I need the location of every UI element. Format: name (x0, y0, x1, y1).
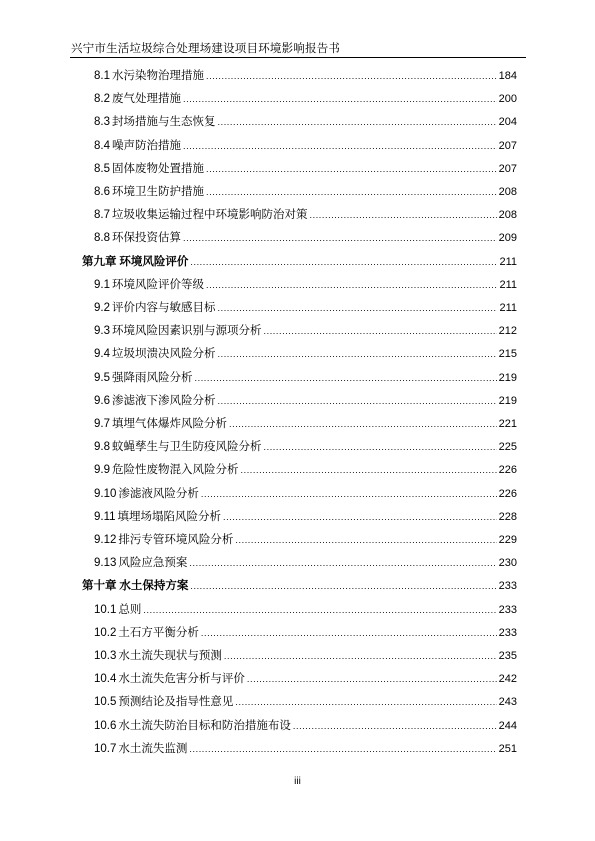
toc-page-number: 243 (498, 696, 517, 709)
toc-entry-label (94, 508, 221, 524)
toc-entry-title: 预测结论及指导性意见 (118, 696, 234, 709)
toc-page-number: 211 (499, 302, 517, 314)
toc-entry-number: 10.4 (94, 673, 117, 686)
toc-section-entry[interactable] (94, 67, 517, 87)
toc-page-number: 215 (498, 348, 517, 361)
dot-leader (235, 535, 496, 545)
toc-entry-title: 水土流失防治目标和防治措施布设 (118, 719, 291, 732)
toc-entry-number: 8.3 (94, 116, 110, 129)
toc-section-entry[interactable] (94, 531, 517, 551)
toc-entry-label (94, 345, 216, 361)
toc-section-entry[interactable] (94, 601, 517, 621)
dot-leader (218, 303, 498, 313)
toc-entry-number: 9.8 (94, 441, 110, 454)
toc-entry-label (94, 601, 141, 617)
toc-entry-number: 9.12 (94, 534, 117, 546)
toc-page-number: 233 (498, 580, 517, 593)
toc-page-number: 233 (498, 603, 517, 616)
toc-entry-title: 评价内容与敏感目标 (112, 302, 216, 314)
toc-entry-label (94, 717, 291, 733)
toc-page-number: 208 (498, 186, 517, 198)
toc-entry-title: 垃圾坝溃决风险分析 (112, 348, 216, 361)
toc-page-number: 200 (498, 93, 517, 106)
toc-entry-title: 垃圾收集运输过程中环境影响防治对策 (112, 209, 308, 222)
toc-entry-number: 8.7 (94, 209, 110, 222)
toc-entry-number: 9.7 (94, 418, 110, 430)
toc-entry-number: 9.1 (94, 278, 110, 291)
dot-leader (183, 94, 497, 104)
toc-page-number: 219 (498, 394, 517, 407)
dot-leader (264, 326, 497, 336)
dot-leader (143, 605, 496, 615)
header-divider (70, 57, 526, 58)
toc-chapter-entry[interactable] (82, 253, 517, 273)
toc-entry-title: 噪声防治措施 (112, 139, 181, 152)
toc-entry-number: 9.13 (94, 557, 117, 570)
dot-leader (183, 233, 497, 243)
toc-section-entry[interactable] (94, 345, 517, 365)
toc-section-entry[interactable] (94, 647, 517, 667)
toc-entry-title: 环境卫生防护措施 (112, 186, 204, 198)
toc-section-entry[interactable] (94, 229, 517, 249)
dot-leader (195, 373, 497, 383)
dot-leader (189, 558, 496, 568)
toc-page-number: 208 (498, 209, 517, 222)
toc-section-entry[interactable] (94, 369, 517, 389)
toc-entry-label (94, 461, 239, 477)
dot-leader (223, 512, 497, 522)
toc-page-number: 221 (498, 418, 517, 430)
toc-entry-label (94, 90, 181, 106)
toc-entry-title: 土石方平衡分析 (118, 626, 199, 639)
toc-section-entry[interactable] (94, 299, 517, 319)
toc-entry-number: 10.5 (94, 696, 117, 709)
toc-section-entry[interactable] (94, 415, 517, 435)
toc-entry-label (94, 183, 204, 199)
dot-leader (224, 651, 497, 661)
toc-page-number: 235 (498, 650, 517, 662)
toc-entry-title: 危险性废物混入风险分析 (112, 464, 239, 477)
toc-entry-label (82, 577, 188, 593)
toc-entry-number: 10.7 (94, 742, 117, 755)
toc-entry-label (94, 740, 187, 756)
toc-section-entry[interactable] (94, 137, 517, 157)
toc-entry-title: 封场措施与生态恢复 (112, 116, 216, 129)
toc-section-entry[interactable] (94, 392, 517, 412)
toc-page-number: 226 (498, 464, 517, 477)
toc-entry-number: 10.6 (94, 719, 117, 732)
dot-leader (183, 141, 497, 151)
toc-page-number: 229 (498, 534, 517, 546)
toc-entry-number: 8.8 (94, 232, 110, 245)
toc-page-number: 219 (498, 371, 517, 384)
toc-section-entry[interactable] (94, 183, 517, 203)
toc-entry-label (94, 485, 199, 501)
toc-entry-title: 水土流失危害分析与评价 (118, 673, 245, 686)
toc-page-number: 204 (498, 116, 517, 129)
toc-entry-title: 环境风险评价等级 (112, 278, 204, 291)
dot-leader (247, 674, 497, 684)
toc-section-entry[interactable] (94, 740, 517, 760)
toc-entry-number: 8.1 (94, 70, 110, 82)
toc-page-number: 244 (498, 719, 517, 732)
toc-page-number: 251 (498, 742, 517, 755)
dot-leader (241, 465, 497, 475)
toc-entry-label (94, 392, 216, 408)
toc-entry-label (82, 253, 188, 269)
toc-entry-number: 10.1 (94, 603, 117, 616)
dot-leader (310, 210, 497, 220)
toc-entry-label (94, 299, 216, 315)
toc-entry-title: 填埋气体爆炸风险分析 (112, 418, 227, 430)
toc-section-entry[interactable] (94, 90, 517, 110)
toc-section-entry[interactable] (94, 485, 517, 505)
toc-entry-title: 废气处理措施 (112, 93, 181, 106)
toc-entry-title: 总则 (118, 603, 142, 616)
toc-chapter-entry[interactable] (82, 577, 517, 597)
toc-page-number: 207 (498, 139, 517, 152)
dot-leader (206, 280, 497, 290)
dot-leader (218, 349, 497, 359)
toc-entry-title: 渗滤液风险分析 (118, 487, 199, 500)
dot-leader (206, 71, 497, 81)
toc-entry-label (94, 67, 204, 83)
toc-section-entry[interactable] (94, 322, 517, 342)
dot-leader (206, 187, 497, 197)
toc-entry-label (94, 229, 181, 245)
toc-entry-number: 10.2 (94, 626, 117, 639)
toc-entry-title: 风险应急预案 (118, 557, 188, 570)
toc-page-number: 209 (498, 232, 517, 245)
dot-leader (189, 744, 496, 754)
toc-section-entry[interactable] (94, 670, 517, 690)
toc-entry-label (94, 415, 227, 431)
toc-section-entry[interactable] (94, 461, 517, 481)
toc-entry-label (94, 531, 233, 547)
toc-entry-number: 8.6 (94, 186, 110, 198)
page-number: iii (294, 776, 301, 787)
toc-page-number: 228 (498, 510, 517, 523)
toc-entry-label (94, 137, 181, 153)
toc-entry-title: 填埋场塌陷风险分析 (117, 510, 222, 523)
toc-entry-label (94, 206, 308, 222)
toc-entry-title: 固体废物处置措施 (112, 162, 204, 175)
toc-section-entry[interactable] (94, 160, 517, 180)
toc-page-number: 233 (498, 626, 517, 639)
toc-page-number: 211 (499, 255, 517, 268)
toc-entry-number: 9.11 (94, 510, 116, 523)
toc-page-number: 184 (498, 70, 517, 82)
toc-section-entry[interactable] (94, 113, 517, 133)
dot-leader (293, 721, 497, 731)
toc-entry-label (94, 438, 262, 454)
toc-entry-title: 排污专管环境风险分析 (118, 534, 234, 546)
dot-leader (264, 442, 497, 452)
header-title: 兴宁市生活垃圾综合处理场建设项目环境影响报告书 (71, 43, 341, 55)
toc-entry-title: 第九章 环境风险评价 (82, 255, 189, 268)
toc-page-number: 242 (498, 673, 517, 686)
toc-section-entry[interactable] (94, 717, 517, 737)
toc-entry-title: 环保投资估算 (112, 232, 181, 245)
toc-page-number: 211 (499, 278, 517, 291)
toc-entry-label (94, 693, 233, 709)
toc-entry-number: 8.5 (94, 162, 110, 175)
toc-entry-label (94, 160, 204, 176)
toc-section-entry[interactable] (94, 693, 517, 713)
toc-entry-label (94, 554, 187, 570)
toc-page-number: 207 (498, 162, 517, 175)
toc-entry-number: 9.4 (94, 348, 110, 361)
toc-entry-title: 渗滤液下渗风险分析 (112, 394, 216, 407)
toc-entry-number: 9.9 (94, 464, 110, 477)
toc-section-entry[interactable] (94, 554, 517, 574)
dot-leader (190, 581, 496, 591)
toc-entry-title: 第十章 水土保持方案 (82, 580, 189, 593)
toc-entry-label (94, 113, 216, 129)
toc-page-number: 226 (498, 487, 517, 500)
toc-entry-number: 9.2 (94, 302, 110, 314)
toc-entry-number: 8.2 (94, 93, 110, 106)
toc-entry-label (94, 369, 193, 385)
dot-leader (229, 419, 497, 429)
toc-page-number: 212 (498, 325, 517, 338)
toc-entry-title: 水土流失现状与预测 (118, 650, 222, 662)
toc-entry-title: 水污染物治理措施 (112, 70, 204, 82)
toc-section-entry[interactable] (94, 438, 517, 458)
toc-entry-number: 8.4 (94, 139, 110, 152)
toc-entry-label (94, 670, 245, 686)
toc-entry-title: 环境风险因素识别与源项分析 (112, 325, 262, 338)
toc-entry-title: 强降雨风险分析 (112, 371, 193, 384)
dot-leader (201, 489, 497, 499)
toc-page-number: 230 (498, 557, 517, 570)
dot-leader (201, 628, 497, 638)
toc-section-entry[interactable] (94, 206, 517, 226)
toc-entry-number: 9.3 (94, 325, 110, 338)
toc-entry-number: 10.3 (94, 650, 117, 662)
dot-leader (206, 164, 497, 174)
toc-section-entry[interactable] (94, 276, 517, 296)
dot-leader (235, 697, 496, 707)
toc-section-entry[interactable] (94, 508, 517, 528)
toc-page-number: 225 (498, 441, 517, 454)
toc-entry-label (94, 276, 204, 292)
toc-entry-label (94, 647, 222, 663)
toc-entry-title: 蚊蝇孳生与卫生防疫风险分析 (112, 441, 262, 454)
toc-entry-number: 9.10 (94, 487, 117, 500)
toc-entry-number: 9.5 (94, 371, 110, 384)
toc-entry-number: 9.6 (94, 394, 110, 407)
toc-entry-label (94, 322, 262, 338)
dot-leader (218, 396, 497, 406)
toc-entry-label (94, 624, 199, 640)
toc-section-entry[interactable] (94, 624, 517, 644)
dot-leader (218, 117, 497, 127)
dot-leader (190, 257, 497, 267)
toc-entry-title: 水土流失监测 (118, 742, 188, 755)
